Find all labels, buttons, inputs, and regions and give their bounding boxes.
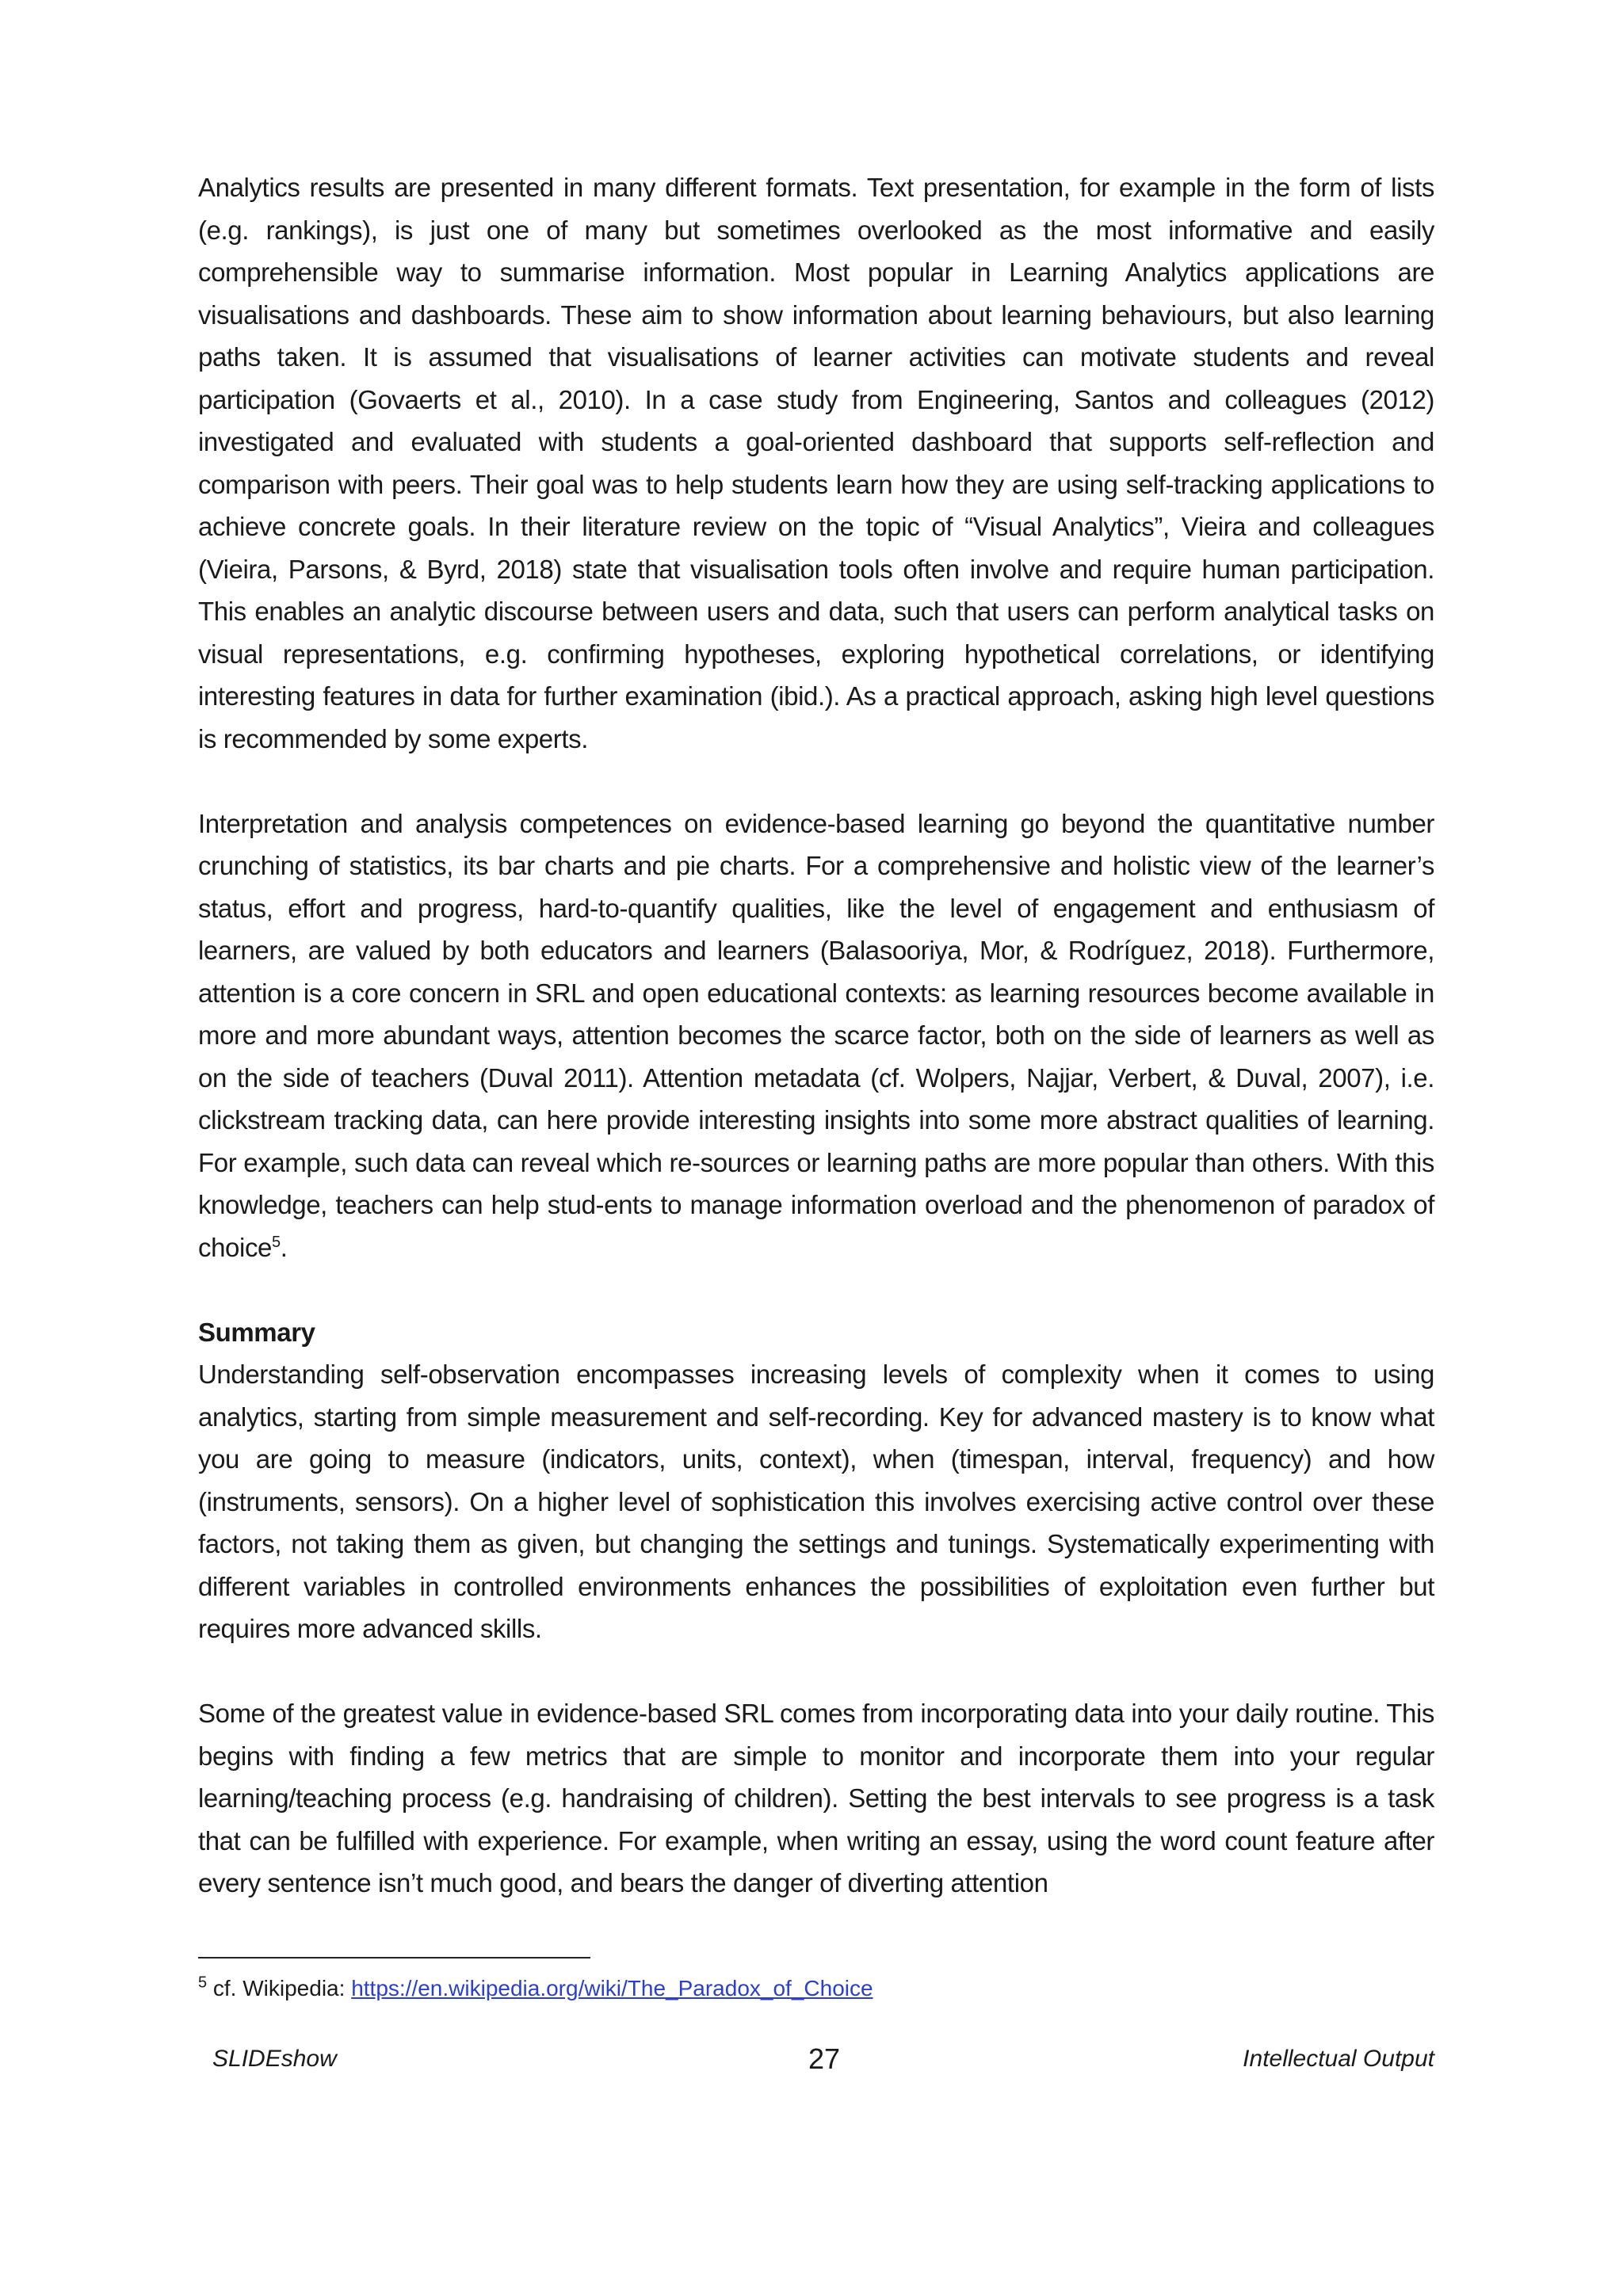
paragraph-end-punctuation: . <box>280 1232 288 1262</box>
page-body <box>198 166 1434 1947</box>
footnote-reference[interactable]: 5 <box>272 1233 281 1251</box>
footer-project-name: SLIDEshow <box>212 2046 337 2072</box>
paragraph-evidence-based-srl: Some of the greatest value in evidence-based SRL comes from incorporating data into your daily routine. This begins with finding a few metrics that are simple to monitor and incorporate them into your regular learning/teaching process (e.g. handraising of children). Setting the best intervals to see progress is a task that can be fulfilled with experience. For example, when writing an essay, using the word count feature after every sentence isn’t much good, and bears the danger of diverting attention <box>198 1699 1434 1897</box>
paragraph-interpretation-competences <box>198 803 1434 1269</box>
footer-output-label: Intellectual Output <box>1243 2046 1434 2072</box>
summary-heading: Summary <box>198 1317 315 1347</box>
paragraph-analytics-results: Analytics results are presented in many different formats. Text presentation, for example in the form of lists (e.g. rankings), is just one of many but sometimes overlooked as the most informative and easily comprehensible way to summarise information. Most popular in Learning Analytics applications are visualisations and dashboards. These aim to show information about learning behaviours, but also learning paths taken. It is assumed that visualisations of learner activities can motivate students and reveal participation (Govaerts et al., 2010). In a case study from Engineering, Santos and colleagues (2012) investigated and evaluated with students a goal-oriented dashboard that supports self-reflection and comparison with peers. Their goal was to help students learn how they are using self-tracking applications to achieve concrete goals. In their literature review on the topic of “Visual Analytics”, Vieira and colleagues (Vieira, Parsons, & Byrd, 2018) state that visualisation tools often involve and require human participation. This enables an analytic discourse between users and data, such that users can perform analytical tasks on visual representations, e.g. confirming hypotheses, exploring hypothetical correlations, or identifying interesting features in data for further examination (ibid.). As a practical approach, asking high level questions is recommended by some experts. <box>198 173 1434 753</box>
paragraph-summary: Understanding self-observation encompasses increasing levels of complexity when it comes to using analytics, starting from simple measurement and self-recording. Key for advanced mastery is to know what you are going to measure (indicators, units, context), when (timespan, interval, frequency) and how (instruments, sensors). On a higher level of sophistication this involves exercising active control over these factors, not taking them as given, but changing the settings and tunings. Systematically experimenting with different variables in controlled environments enhances the possibilities of exploitation even further but requires more advanced skills. <box>198 1360 1434 1643</box>
footnote-prefix: cf. Wikipedia: <box>207 1976 352 2000</box>
page-number: 27 <box>808 2042 841 2075</box>
paragraph-interpretation-text: Interpretation and analysis competences on evidence-based learning go beyond the quantitative number crunching of statistics, its bar charts and pie charts. For a comprehensive and holistic view of the learner’s status, effort and progress, hard-to-quantify qualities, like the level of engagement and enthusiasm of learners, are valued by both educators and learners (Balasooriya, Mor, & Rodríguez, 2018). Furthermore, attention is a core concern in SRL and open educational contexts: as learning resources become available in more and more abundant ways, attention becomes the scarce factor, both on the side of learners as well as on the side of teachers (Duval 2011). Attention metadata (cf. Wolpers, Najjar, Verbert, & Duval, 2007), i.e. clickstream tracking data, can here provide interesting insights into some more abstract qualities of learning. For example, such data can reveal which re-sources or learning paths are more popular than others. With this knowledge, teachers can help stud-ents to manage information overload and the phenomenon of paradox of choice <box>198 808 1434 1262</box>
footnote <box>198 1973 873 2004</box>
footnote-separator <box>198 1957 590 1958</box>
footnote-link[interactable]: https://en.wikipedia.org/wiki/The_Paradox_of_Choice <box>351 1976 873 2000</box>
footnote-number: 5 <box>198 1974 208 1992</box>
